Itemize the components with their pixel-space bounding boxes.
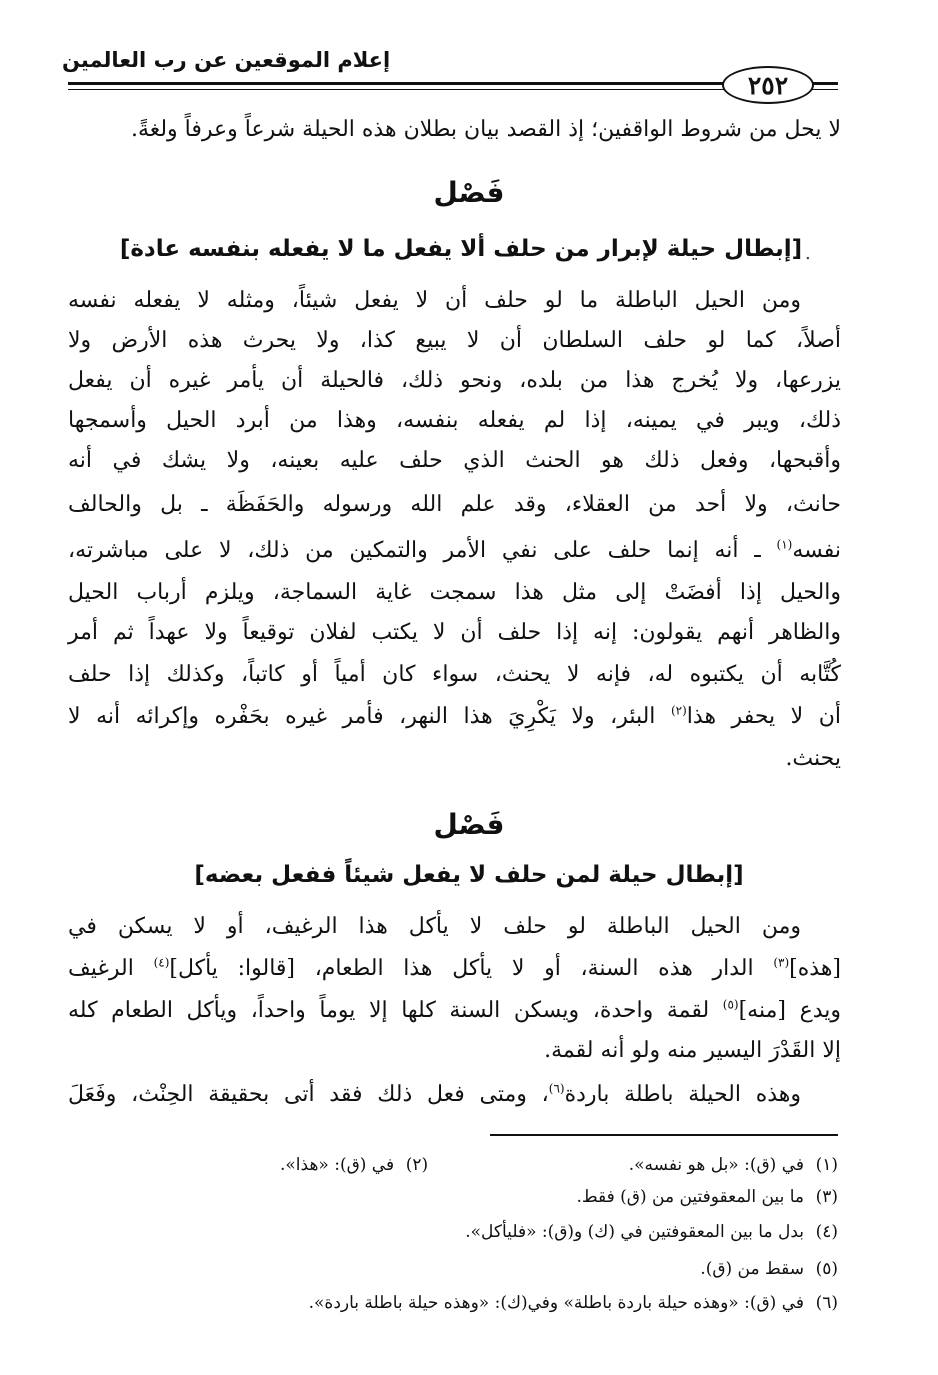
line-text: لقمة واحدة، ويسكن السنة كلها إلا يوماً واحداً، ويأكل الطعام كله [68,998,710,1023]
line-text: أن لا يحفر هذا [686,704,841,729]
footnote-2 [280,1152,428,1178]
line-text: [هذه] [789,956,841,981]
opening-line: لا يحل من شروط الواقفين؛ إذ القصد بيان بطلان هذه الحيلة شرعاً وعرفاً ولغةً. [130,117,841,142]
line-text: ويدع [منه] [738,998,841,1023]
line-text: ـ أنه إنما حلف على نفي الأمر والتمكين من ذلك، لا على مباشرته، [68,538,761,563]
paragraph-line: ومن الحيل الباطلة لو حلف لا يأكل هذا الرغيف، أو لا يسكن في [68,914,801,939]
section-title-2: [إبطال حيلة لمن حلف لا يفعل شيئاً ففعل بعضه] [194,862,744,888]
paragraph-line: ومن الحيل الباطلة ما لو حلف أن لا يفعل شيئاً، ومثله لا يفعله نفسه [68,288,801,313]
paragraph-line: أصلاً، كما لو حلف السلطان أن لا يبيع كذا، ولا يحرث هذه الأرض ولا [68,328,841,353]
line-text: وهذه الحيلة باطلة باردة [564,1082,801,1107]
paragraph-line: وأقبحها، وفعل ذلك هو الحنث الذي حلف عليه بعينه، ولا يشك في أنه [68,448,841,473]
paragraph-line: إلا القَدْرَ اليسير منه ولو أنه لقمة. [544,1038,841,1063]
paragraph-line: يزرعها، ولا يُخرج هذا من بلده، ونحو ذلك، فالحيلة أن يأمر غيره أن يفعل [68,368,841,393]
line-text: ، ومتى فعل ذلك فقد أتى بحقيقة الحِنْث، وفَعَلَ [68,1082,549,1107]
decorative-dot: . [805,243,811,264]
paragraph-line: كُتَّابه أن يكتبوه له، فإنه لا يحنث، سواء كان أمياً أو كاتباً، وكذلك إذا حلف [68,662,841,687]
paragraph-line [68,536,841,566]
footnote-text: في (ق): «وهذه حيلة باردة باطلة» وفي(ك): «وهذه حيلة باطلة باردة». [308,1293,804,1313]
note-ref: (٦) [548,1081,565,1096]
footnote-text: ما بين المعقوفتين من (ق) فقط. [576,1187,804,1207]
footnote-text: في (ق): «هذا». [280,1155,395,1175]
footnote-3 [576,1184,838,1210]
footnote-number: (٥) [815,1259,838,1279]
note-ref: (١) [776,537,793,552]
footnote-4 [465,1219,838,1245]
line-text: الرغيف [68,956,134,981]
footnote-number: (٢) [405,1155,429,1175]
paragraph-line [68,996,841,1026]
footnote-text: سقط من (ق). [700,1259,804,1279]
running-title: إعلام الموقعين عن رب العالمين [62,48,391,72]
section-heading-1: فَصْل [433,176,505,209]
paragraph-line: حانث، ولا أحد من العقلاء، وقد علم الله ورسوله والحَفَظَة ـ بل والحالف [68,492,841,517]
line-text: الدار هذه السنة، أو لا يأكل هذا الطعام، [قالوا: يأكل] [169,956,754,981]
section-heading-2: فَصْل [433,808,505,841]
footnote-number: (٦) [815,1293,838,1313]
paragraph-line: والظاهر أنهم يقولون: إنه إذا حلف أن لا يكتب لفلان توقيعاً ولا عهداً ثم أمر [68,620,841,645]
line-text: البئر، ولا يَكْرِيَ هذا النهر، فأمر غيره بحَفْره وإكرائه أنه لا [68,704,656,729]
note-ref: (٢) [670,703,687,718]
footnote-rule [490,1134,838,1136]
note-ref: (٤) [153,955,170,970]
footnote-number: (٤) [815,1222,838,1242]
note-ref: (٥) [722,997,739,1012]
footnote-text: في (ق): «بل هو نفسه». [628,1155,804,1175]
footnote-6 [309,1290,838,1316]
paragraph-line: يحنث. [785,746,841,771]
paragraph-line [68,954,841,984]
footnote-5 [700,1256,838,1282]
footnote-text: بدل ما بين المعقوفتين في (ك) و(ق): «فليأكل». [465,1222,804,1242]
paragraph-line: ذلك، ويبر في يمينه، إذا لم يفعله بنفسه، وهذا من أبرد الحيل وأسمجها [68,408,841,433]
page-number: ٢٥٢ [722,66,814,104]
paragraph-line [68,1080,841,1110]
footnote-number: (٣) [815,1187,838,1207]
footnote-number: (١) [815,1155,838,1175]
note-ref: (٣) [773,955,790,970]
paragraph-line: والحيل إذا أفضَتْ إلى مثل هذا سمجت غاية السماجة، ويلزم أرباب الحيل [68,580,841,605]
line-text: نفسه [792,538,842,563]
section-title-1: [إبطال حيلة لإبرار من حلف ألا يفعل ما لا يفعله بنفسه عادة] [119,236,803,262]
paragraph-line [68,702,841,732]
footnote-1 [629,1152,838,1178]
